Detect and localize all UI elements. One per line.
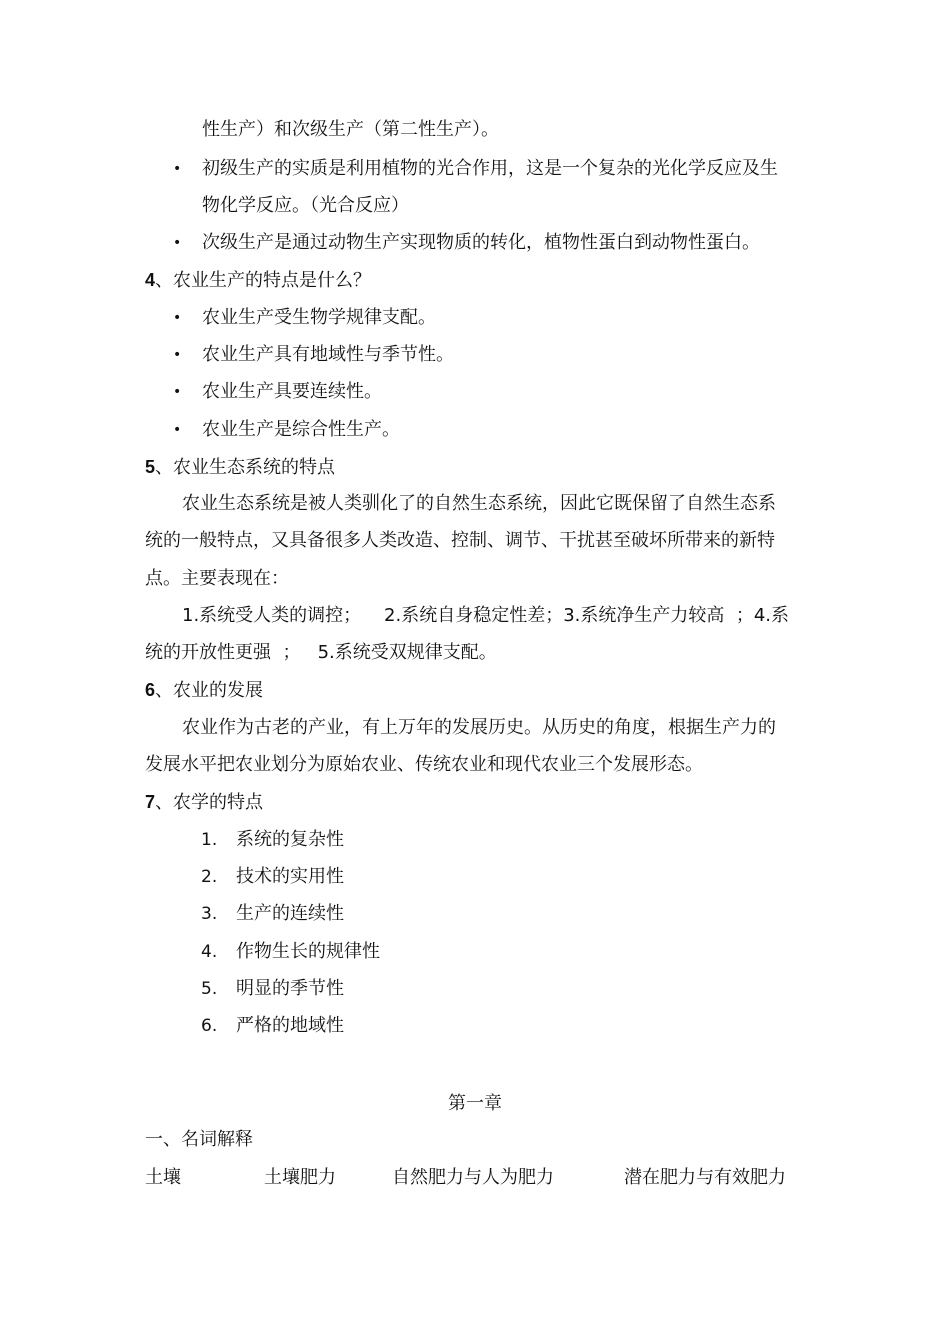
- list-number: 2.: [201, 867, 218, 887]
- section-heading-6: [145, 678, 263, 703]
- section-heading-7: [145, 790, 263, 815]
- list-item: 明显的季节性: [236, 978, 344, 999]
- heading-number: 7: [145, 792, 156, 812]
- list-item: 作物生长的规律性: [236, 941, 380, 962]
- term-item: 潜在肥力与有效肥力: [624, 1167, 786, 1188]
- term-item: 土壤: [145, 1167, 181, 1188]
- paragraph-line: 农业作为古老的产业，有上万年的发展历史。从历史的角度，根据生产力的: [182, 717, 776, 738]
- heading-number: 4: [145, 270, 156, 290]
- continuation-line: 性生产）和次级生产（第二性生产）。: [202, 119, 499, 140]
- bullet-text: 农业生产受生物学规律支配。: [202, 307, 436, 328]
- paragraph-line: 统的一般特点，又具备很多人类改造、控制、调节、干扰甚至破坏所带来的新特: [145, 530, 775, 551]
- chapter-title: 第一章: [448, 1093, 502, 1114]
- bullet-icon: •: [173, 384, 182, 400]
- section-title: 一、名词解释: [145, 1129, 253, 1150]
- section-heading-4: [145, 268, 371, 293]
- bullet-text: 农业生产是综合性生产。: [202, 419, 400, 440]
- heading-number: 5: [145, 457, 156, 477]
- bullet-icon: •: [173, 347, 182, 363]
- list-number: 1.: [201, 830, 218, 850]
- paragraph-line: 点。主要表现在：: [145, 568, 289, 589]
- list-item: 生产的连续性: [236, 903, 344, 924]
- list-number: 4.: [201, 942, 218, 962]
- term-item: 自然肥力与人为肥力: [392, 1167, 554, 1188]
- list-number: 3.: [201, 904, 218, 924]
- bullet-text: 初级生产的实质是利用植物的光合作用，这是一个复杂的光化学反应及生: [202, 158, 778, 179]
- list-number: 6.: [201, 1016, 218, 1036]
- section-heading-5: [145, 455, 335, 480]
- heading-text: 、农业生态系统的特点: [155, 457, 336, 478]
- bullet-icon: •: [173, 310, 182, 326]
- bullet-text: 次级生产是通过动物生产实现物质的转化，植物性蛋白到动物性蛋白。: [202, 232, 760, 253]
- heading-number: 6: [145, 680, 156, 700]
- paragraph-line: 发展水平把农业划分为原始农业、传统农业和现代农业三个发展形态。: [145, 754, 703, 775]
- bullet-text: 农业生产具要连续性。: [202, 381, 382, 402]
- heading-text: 、农业的发展: [155, 680, 264, 701]
- list-item: 系统的复杂性: [236, 829, 344, 850]
- paragraph-line: 统的开放性更强 ； 5.系统受双规律支配。: [145, 642, 497, 663]
- heading-text: 、农业生产的特点是什么？: [155, 270, 372, 291]
- heading-text: 、农学的特点: [155, 792, 264, 813]
- list-item: 严格的地域性: [236, 1015, 344, 1036]
- term-item: 土壤肥力: [264, 1167, 336, 1188]
- bullet-icon: •: [173, 235, 182, 251]
- paragraph-line: 农业生态系统是被人类驯化了的自然生态系统，因此它既保留了自然生态系: [182, 493, 776, 514]
- paragraph-line: 1.系统受人类的调控； 2.系统自身稳定性差；3.系统净生产力较高 ；4.系: [182, 605, 790, 626]
- bullet-icon: •: [173, 422, 182, 438]
- bullet-text: 物化学反应。（光合反应）: [202, 195, 409, 216]
- list-number: 5.: [201, 979, 218, 999]
- list-item: 技术的实用性: [236, 866, 344, 887]
- bullet-icon: •: [173, 161, 182, 177]
- bullet-text: 农业生产具有地域性与季节性。: [202, 344, 454, 365]
